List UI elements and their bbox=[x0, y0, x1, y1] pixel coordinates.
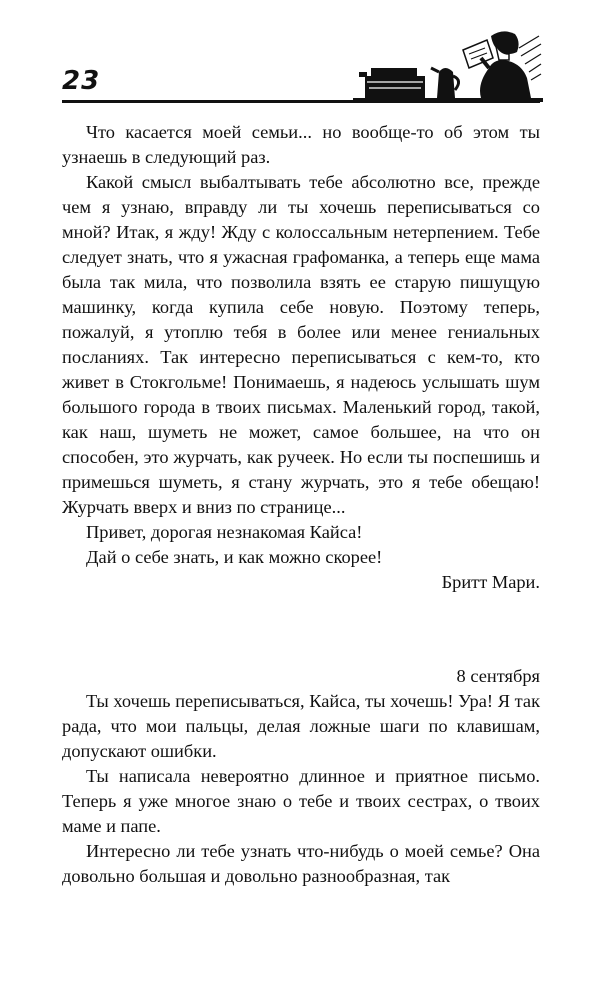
letter-2 bbox=[62, 664, 540, 889]
woman-at-typewriter-illustration bbox=[353, 28, 543, 106]
paragraph: Привет, дорогая незнакомая Кайса! bbox=[86, 522, 363, 542]
header-rule bbox=[62, 100, 540, 103]
paragraph: Ты хочешь переписываться, Кайса, ты хочешь! Ура! Я так рада, что мои пальцы, делая ложные шаги по клавишам, допускают ошибки. bbox=[62, 691, 540, 761]
letter-1 bbox=[62, 120, 540, 595]
letter-date: 8 сентября bbox=[456, 666, 540, 686]
paragraph: Какой смысл выбалтывать тебе абсолютно все, прежде чем я узнаю, вправду ли ты хочешь переписываться со мной? Итак, я жду! Жду с колоссальным нетерпением. Тебе следует знать, что я ужасная графоманка, а теперь еще мама была так мила, что позволила взять ее старую пишущую машинку, когда купила себе новую. Поэтому теперь, пожалуй, я утоплю тебя в более или менее гениальных посланиях. Так интересно переписываться с кем-то, кто живет в Стокгольме! Понимаешь, я надеюсь услышать шум большого города в твоих письмах. Маленький город, такой, как наш, шуметь не может, самое большее, на что он способен, это журчать, как ручеек. Но если ты поспешишь и примешься шуметь, я стану журчать, это я тебе обещаю! Журчать вверх и вниз по странице... bbox=[62, 172, 540, 517]
page-number: 23 bbox=[62, 66, 101, 96]
paragraph: Ты написала невероятно длинное и приятное письмо. Теперь я уже многое знаю о тебе и твоих сестрах, о твоих маме и папе. bbox=[62, 766, 540, 836]
paragraph: Что касается моей семьи... но вообще-то об этом ты узнаешь в следующий раз. bbox=[62, 122, 540, 167]
paragraph: Дай о себе знать, и как можно скорее! bbox=[86, 547, 383, 567]
signature: Бритт Мари. bbox=[441, 572, 540, 592]
paragraph: Интересно ли тебе узнать что-нибудь о моей семье? Она довольно большая и довольно разнообразная, так bbox=[62, 841, 540, 886]
